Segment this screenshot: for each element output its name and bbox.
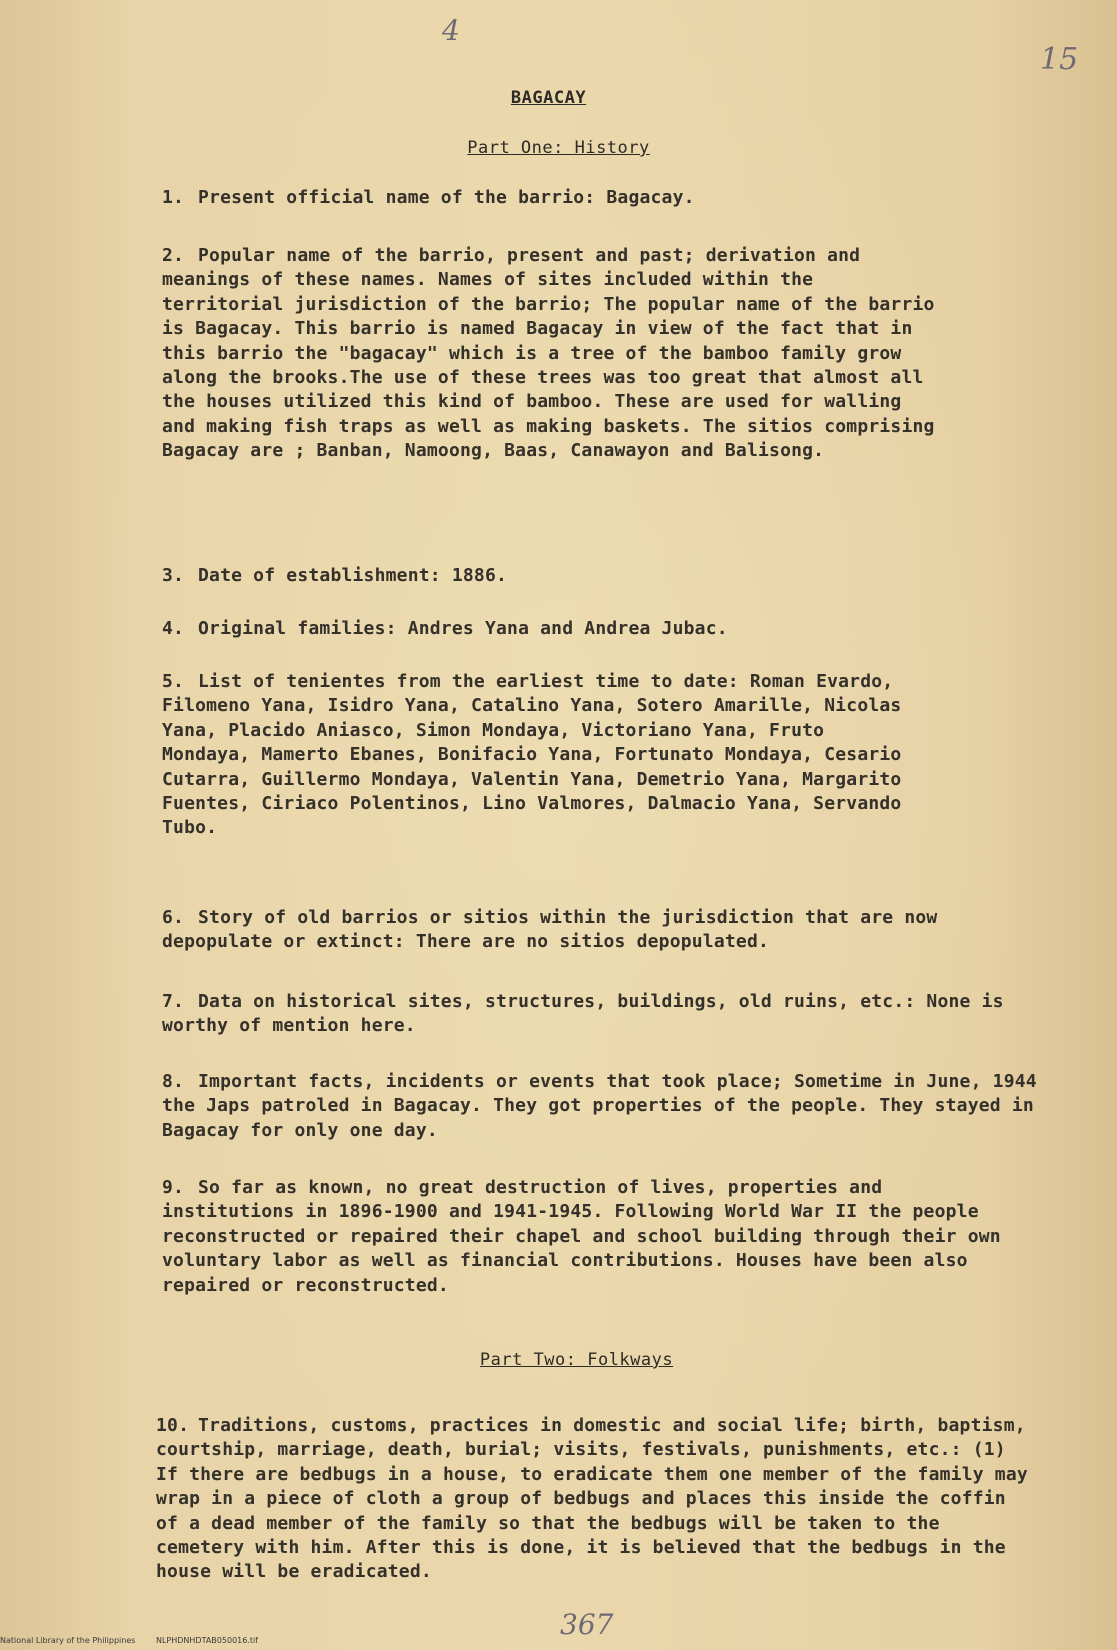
item-text: Original families: Andres Yana and Andrea Jubac. (198, 618, 728, 639)
part-two-title: Part Two: Folkways (479, 1350, 674, 1370)
handwritten-mark-bottom: 367 (560, 1608, 614, 1641)
item-number: 5. (162, 671, 185, 692)
item-number: 10. (156, 1415, 190, 1436)
handwritten-mark-top: 4 (442, 14, 460, 47)
item-text: Present official name of the barrio: Bagacay. (198, 187, 695, 208)
library-name: National Library of the Philippines (0, 1636, 136, 1645)
part-one-title: Part One: History (467, 138, 650, 158)
item-text: List of tenientes from the earliest time to date: Roman Evardo, Filomeno Yana, Isidro Yana, Catalino Yana, Sotero Amarille, Nicolas Yana, Placido Aniasco, Simon Mondaya, Victoriano Yana, Fruto Mondaya, Mamerto Ebanes, Bonifacio Yana, Fortunato Mondaya, Cesario Cutarra, Guillermo Mondaya, Valentin Yana, Demetrio Yana, Margarito Fuentes, Ciriaco Polentinos, Lino Valmores, Dalmacio Yana, Servando Tubo. (162, 671, 902, 839)
list-item (156, 1414, 1036, 1585)
item-text: Popular name of the barrio, present and past; derivation and meanings of these names. Names of sites included within the territorial jurisdiction of the barrio; The popular name of the barrio is Bagacay. This barrio is named Bagacay in view of the fact that in this barrio the "bagacay" which is a tree of the bamboo family grow along the brooks.The use of these trees was too great that almost all the houses utilized this kind of bamboo. These are used for walling and making fish traps as well as making baskets. The sitios comprising Bagacay are ; Banban, Namoong, Baas, Canawayon and Balisong. (162, 245, 935, 462)
list-item (162, 1176, 1022, 1298)
list-item (162, 906, 1042, 955)
item-number: 4. (162, 618, 185, 639)
list-item (162, 244, 942, 464)
list-item (162, 670, 922, 841)
handwritten-page-number: 15 (1040, 42, 1079, 77)
item-number: 6. (162, 907, 185, 928)
barrio-heading: BAGACAY (510, 88, 587, 108)
item-text: Important facts, incidents or events that took place; Sometime in June, 1944 the Japs patroled in Bagacay. They got properties of the people. They stayed in Bagacay for only one day. (162, 1071, 1037, 1141)
item-number: 9. (162, 1177, 185, 1198)
item-number: 3. (162, 565, 185, 586)
item-text: Date of establishment: 1886. (198, 565, 508, 586)
scan-footer (0, 1636, 276, 1645)
item-text: Data on historical sites, structures, buildings, old ruins, etc.: None is worthy of mention here. (162, 991, 1004, 1037)
scan-filename: NLPHDNHDTAB050016.tif (155, 1636, 259, 1645)
list-item (162, 186, 1042, 210)
item-number: 1. (162, 187, 185, 208)
list-item (162, 564, 1042, 588)
item-text: So far as known, no great destruction of lives, properties and institutions in 1896-1900 and 1941-1945. Following World War II the people reconstructed or repaired their chapel and school building through their own voluntary labor as well as financial contributions. Houses have been also repaired or reconstructed. (162, 1177, 1001, 1296)
item-number: 2. (162, 245, 185, 266)
list-item (162, 990, 1042, 1039)
list-item (162, 1070, 1042, 1143)
item-number: 8. (162, 1071, 185, 1092)
item-text: Story of old barrios or sitios within the jurisdiction that are now depopulate or extinct: There are no sitios depopulated. (162, 907, 938, 953)
item-text: Traditions, customs, practices in domestic and social life; birth, baptism, courtship, marriage, death, burial; visits, festivals, punishments, etc.: (1) If there are bedbugs in a house, to eradicate them one member of the family may wrap in a piece of cloth a group of bedbugs and places this inside the coffin of a dead member of the family so that the bedbugs will be taken to the cemetery with him. After this is done, it is believed that the bedbugs in the house will be eradicated. (156, 1415, 1028, 1583)
list-item (162, 617, 1042, 641)
item-number: 7. (162, 991, 185, 1012)
